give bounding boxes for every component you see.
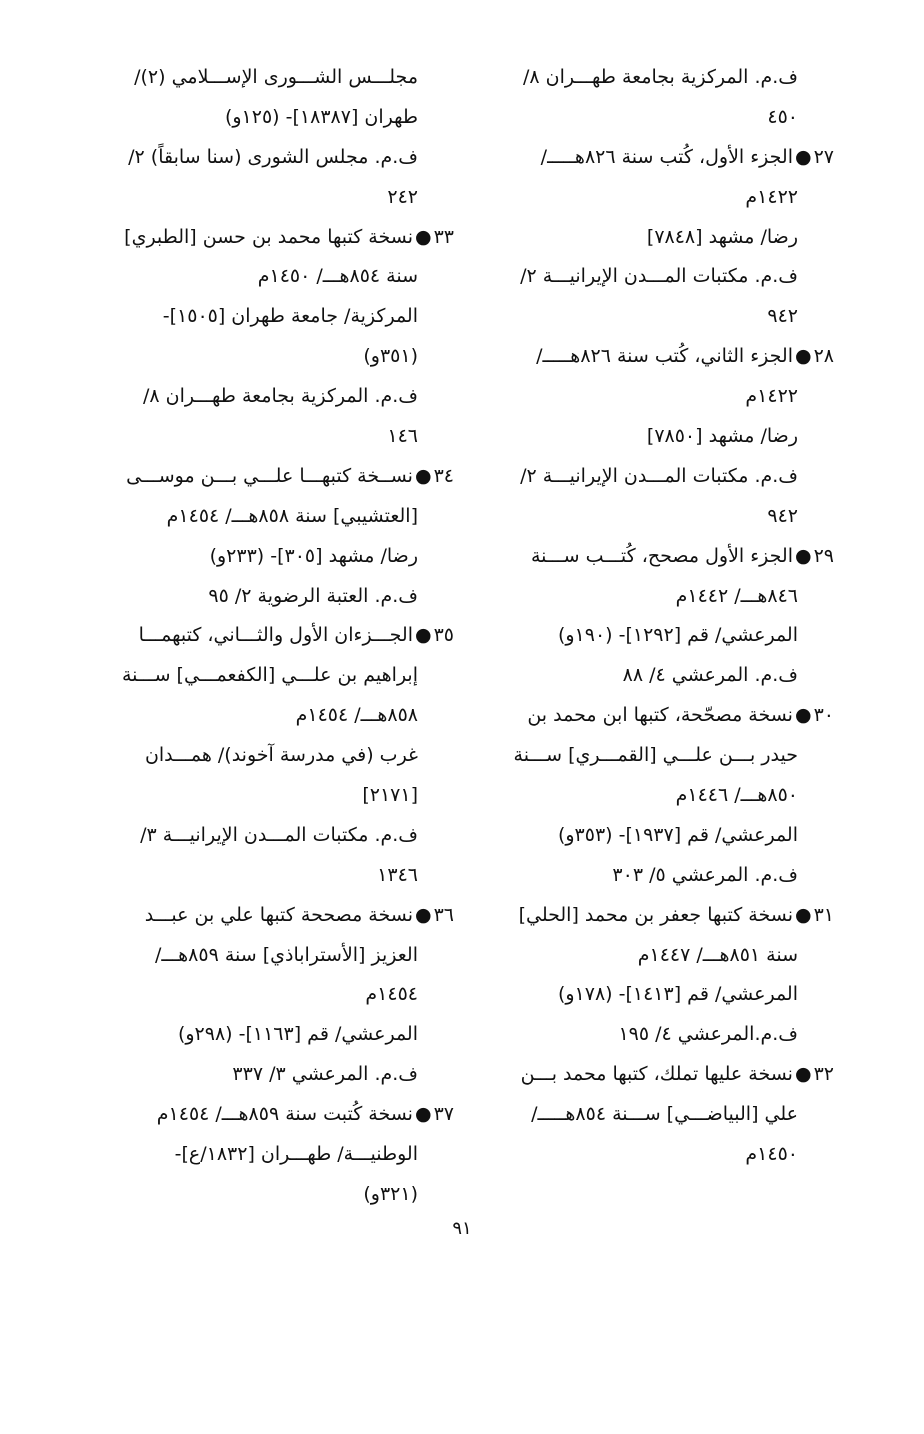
entry-text: ٩٤٢ [767, 305, 798, 328]
entry-text: ٨٤٦هـــ/ ١٤٤٢م [675, 584, 798, 607]
entry-text: ف.م. المرعشي ٤/ ٨٨ [622, 664, 798, 687]
entry-line [492, 98, 834, 138]
bullet-icon: ● [414, 624, 432, 647]
bullet-icon: ● [794, 1063, 812, 1086]
entry-text: ف.م. مجلس الشورى (سنا سابقاً) ٢/ [128, 145, 418, 168]
entry-line [108, 58, 454, 98]
bullet-icon: ● [794, 704, 812, 727]
entry-line [492, 776, 834, 816]
entry-line [108, 1015, 454, 1055]
bullet-icon: ● [794, 544, 812, 567]
page-number: ٩١ [452, 1218, 472, 1239]
entry-text: غرب (في مدرسة آخوند)/ همـــدان [144, 744, 418, 767]
entry-number: ٣٥ [433, 624, 454, 647]
entry-text: ف.م. مكتبات المـــدن الإيرانيـــة ٢/ [520, 464, 798, 487]
entry-number: ٢٧ [813, 145, 834, 168]
entry-start-line [108, 616, 454, 656]
entry-line [108, 138, 454, 178]
entry-start-line [108, 457, 454, 497]
entry-text: (٣٢١و) [363, 1182, 418, 1205]
entry-start-line [492, 138, 834, 178]
entry-line [492, 1015, 834, 1055]
entry-text: مجلـــس الشـــورى الإســـلامي (٢)/ [134, 66, 418, 88]
entry-start-line [492, 696, 834, 736]
entry-text: الجزء الأول، كُتب سنة ٨٢٦هـــــ/ [540, 145, 793, 168]
entry-text: ٤٥٠ [767, 105, 798, 128]
entry-line [492, 856, 834, 896]
entry-text: حيدر بـــن علـــي [القمـــري] ســـنة [513, 744, 798, 767]
entry-text: ١٤٥٠م [745, 1143, 798, 1166]
entry-text: نسخة كُتبت سنة ٨٥٩هـــ/ ١٤٥٤م [156, 1103, 413, 1126]
entry-line [492, 656, 834, 696]
entry-line [108, 816, 454, 856]
entry-number: ٣٢ [813, 1063, 834, 1086]
entry-start-line [108, 896, 454, 936]
entry-start-line [492, 1055, 834, 1095]
entry-text: الجزء الثاني، كُتب سنة ٨٢٦هـــــ/ [536, 345, 793, 368]
entry-line [108, 856, 454, 896]
bullet-icon: ● [794, 903, 812, 926]
entry-line [492, 457, 834, 497]
entry-text: سنة ٨٥١هـــ/ ١٤٤٧م [637, 943, 798, 966]
entry-line [108, 975, 454, 1015]
entry-number: ٢٩ [813, 544, 834, 567]
entry-line [492, 1135, 834, 1175]
entry-number: ٣٣ [433, 225, 454, 248]
entry-text: (٣٥١و) [363, 345, 418, 368]
entry-text: ٩٤٢ [767, 504, 798, 527]
bullet-icon: ● [794, 145, 812, 168]
entry-text: رضا/ مشهد [٧٨٥٠] [646, 425, 798, 448]
entry-line [108, 98, 454, 138]
entry-number: ٣٤ [433, 464, 454, 487]
entry-line [108, 417, 454, 457]
entry-line [108, 736, 454, 776]
entry-text: ١٤٥٤م [365, 983, 418, 1006]
entry-text: نســخة كتبهـــا علـــي بـــن موســـى [126, 464, 413, 487]
entry-text: علي [البياضـــي] ســـنة ٨٥٤هـــــ/ [531, 1103, 798, 1126]
entry-text: [العتشيبي] سنة ٨٥٨هـــ/ ١٤٥٤م [166, 504, 418, 527]
entry-number: ٣٧ [433, 1103, 454, 1126]
entry-text: نسخة مصححة كتبها علي بن عبـــد [144, 903, 413, 926]
entry-text: ٨٥٠هـــ/ ١٤٤٦م [675, 784, 798, 807]
entry-start-line [492, 537, 834, 577]
entry-text: ١٤٢٢م [745, 185, 798, 208]
entry-line [108, 696, 454, 736]
entry-line [492, 497, 834, 537]
entry-text: نسخة كتبها جعفر بن محمد [الحلي] [518, 903, 793, 926]
entry-line [492, 297, 834, 337]
entry-text: نسخة عليها تملك، كتبها محمد بـــن [520, 1063, 793, 1086]
entry-start-line [108, 1095, 454, 1135]
entry-line [492, 736, 834, 776]
entry-start-line [492, 896, 834, 936]
entry-text: ف.م. المركزية بجامعة طهـــران ٨/ [522, 66, 798, 88]
entry-text: ٢٤٢ [387, 185, 418, 208]
entry-line [108, 257, 454, 297]
left-column [108, 58, 454, 1215]
entry-line [108, 577, 454, 617]
entry-text: رضا/ مشهد [٧٨٤٨] [646, 225, 798, 248]
bullet-icon: ● [414, 225, 432, 248]
entry-start-line [492, 337, 834, 377]
entry-line [492, 577, 834, 617]
entry-text: طهران [١٨٣٨٧]- (١٢٥و) [224, 105, 418, 128]
entry-text: ١٤٦ [387, 425, 418, 448]
entry-text: المركزية/ جامعة طهران [١٥٠٥]- [162, 305, 418, 328]
bullet-icon: ● [414, 1103, 432, 1126]
entry-text: الجـــزءان الأول والثـــاني، كتبهمـــا [138, 624, 413, 647]
entry-number: ٣١ [813, 903, 834, 926]
entry-text: المرعشي/ قم [١٩٣٧]- (٣٥٣و) [557, 823, 798, 846]
entry-text: ف.م. المركزية بجامعة طهـــران ٨/ [142, 385, 418, 408]
entry-text: العزيز [الأستراباذي] سنة ٨٥٩هـــ/ [155, 943, 418, 966]
entry-line [108, 178, 454, 218]
entry-text: ٨٥٨هـــ/ ١٤٥٤م [295, 704, 418, 727]
entry-text: نسخة كتبها محمد بن حسن [الطبري] [124, 225, 413, 248]
entry-line [492, 1095, 834, 1135]
entry-line [108, 656, 454, 696]
entry-line [492, 218, 834, 258]
entry-text: ١٣٤٦ [377, 863, 418, 886]
entry-line [108, 377, 454, 417]
bullet-icon: ● [414, 903, 432, 926]
entry-line [492, 257, 834, 297]
entry-text: الوطنيـــة/ طهـــران [١٨٣٢/ع]- [174, 1143, 418, 1166]
entry-text: سنة ٨٥٤هـــ/ ١٤٥٠م [257, 265, 418, 288]
bullet-icon: ● [794, 345, 812, 368]
entry-line [492, 816, 834, 856]
entry-line [108, 1055, 454, 1095]
entry-number: ٣٠ [813, 704, 834, 727]
entry-line [492, 936, 834, 976]
entry-line [108, 1175, 454, 1215]
entry-text: [٢١٧١] [362, 784, 418, 807]
entry-text: ف.م. العتبة الرضوية ٢/ ٩٥ [208, 584, 418, 607]
bullet-icon: ● [414, 464, 432, 487]
entry-line [108, 337, 454, 377]
entry-line [108, 936, 454, 976]
entry-line [108, 537, 454, 577]
entry-text: الجزء الأول مصحح، كُتـــب ســـنة [530, 544, 793, 567]
entry-line [492, 178, 834, 218]
entry-text: ف.م. المرعشي ٥/ ٣٠٣ [612, 863, 798, 886]
entry-text: المرعشي/ قم [١٤١٣]- (١٧٨و) [557, 983, 798, 1006]
entry-text: ف.م. مكتبات المـــدن الإيرانيـــة ٢/ [520, 265, 798, 288]
entry-text: ١٤٢٢م [745, 385, 798, 408]
entry-text: ف.م. المرعشي ٣/ ٣٣٧ [232, 1063, 418, 1086]
entry-text: ف.م.المرعشي ٤/ ١٩٥ [618, 1023, 798, 1046]
entry-text: المرعشي/ قم [١٢٩٢]- (١٩٠و) [557, 624, 798, 647]
entry-text: رضا/ مشهد [٣٠٥]- (٢٣٣و) [209, 544, 418, 567]
entry-line [108, 297, 454, 337]
entry-line [108, 776, 454, 816]
entry-text: نسخة مصحّحة، كتبها ابن محمد بن [527, 704, 793, 727]
entry-text: ف.م. مكتبات المـــدن الإيرانيـــة ٣/ [140, 823, 418, 846]
entry-text: إبراهيم بن علـــي [الكفعمـــي] ســـنة [121, 664, 418, 687]
entry-text: المرعشي/ قم [١١٦٣]- (٢٩٨و) [177, 1023, 418, 1046]
entry-start-line [108, 218, 454, 258]
entry-line [108, 497, 454, 537]
entry-number: ٣٦ [433, 903, 454, 926]
entry-line [108, 1135, 454, 1175]
entry-line [492, 377, 834, 417]
entry-line [492, 417, 834, 457]
entry-line [492, 616, 834, 656]
entry-line [492, 58, 834, 98]
right-column [492, 58, 834, 1175]
entry-number: ٢٨ [813, 345, 834, 368]
entry-line [492, 975, 834, 1015]
